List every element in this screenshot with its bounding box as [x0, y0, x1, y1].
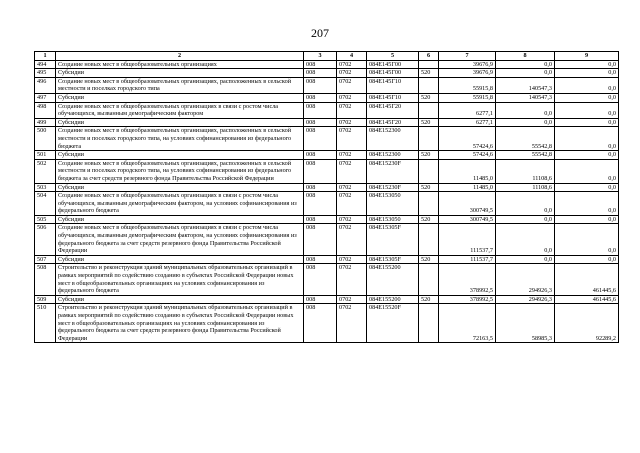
col-6: [419, 159, 439, 183]
col-9: 0,0: [555, 77, 619, 93]
col-3: 008: [304, 295, 337, 304]
col-8: 0,0: [496, 215, 555, 224]
col-9: 0,0: [555, 102, 619, 118]
col-3: 008: [304, 304, 337, 343]
col-7: 111537,7: [439, 255, 496, 264]
col-5: 084E145Г10: [367, 93, 419, 102]
col-4: 0702: [337, 264, 367, 295]
row-number: 494: [35, 60, 56, 69]
col-9: 0,0: [555, 255, 619, 264]
col-4: 0702: [337, 192, 367, 216]
col-6: 520: [419, 215, 439, 224]
header-cell: 3: [304, 52, 337, 61]
header-cell: 7: [439, 52, 496, 61]
row-name: Строительство и реконструкция зданий муниципальных образовательных организаций в рамках мероприятий по содействию созданию в субъектах Российской Федерации новых мест в общеобразовательных организациях на условиях софинансирования из федерального бюджета: [56, 264, 304, 295]
col-8: 55542,8: [496, 127, 555, 151]
col-7: 55915,8: [439, 93, 496, 102]
header-cell: 1: [35, 52, 56, 61]
col-4: 0702: [337, 215, 367, 224]
col-8: 0,0: [496, 102, 555, 118]
col-3: 008: [304, 102, 337, 118]
col-8: 58985,3: [496, 304, 555, 343]
col-4: 0702: [337, 69, 367, 78]
table-row: [35, 60, 619, 69]
table-row: [35, 264, 619, 295]
col-8: 0,0: [496, 192, 555, 216]
table-row: [35, 255, 619, 264]
col-4: 0702: [337, 224, 367, 255]
row-name: Создание новых мест в общеобразовательных организациях, расположенных в сельской местности и поселках городского типа, на условиях софинансирования из федерального бюджета: [56, 127, 304, 151]
table-row: [35, 77, 619, 93]
col-6: [419, 127, 439, 151]
col-3: 008: [304, 60, 337, 69]
row-number: 497: [35, 93, 56, 102]
header-cell: 4: [337, 52, 367, 61]
col-9: 0,0: [555, 118, 619, 127]
col-7: 57424,6: [439, 151, 496, 160]
col-6: [419, 102, 439, 118]
col-4: 0702: [337, 60, 367, 69]
col-6: 520: [419, 118, 439, 127]
col-3: 008: [304, 118, 337, 127]
header-cell: 6: [419, 52, 439, 61]
header-cell: 5: [367, 52, 419, 61]
col-6: [419, 192, 439, 216]
page-number: 207: [311, 26, 329, 40]
row-number: 503: [35, 183, 56, 192]
col-6: [419, 60, 439, 69]
col-4: 0702: [337, 127, 367, 151]
col-3: 008: [304, 183, 337, 192]
col-4: 0702: [337, 304, 367, 343]
col-5: 084E145Г20: [367, 118, 419, 127]
header-cell: 2: [56, 52, 304, 61]
col-7: 378992,5: [439, 264, 496, 295]
row-number: 498: [35, 102, 56, 118]
row-name: Субсидии: [56, 151, 304, 160]
col-9: 0,0: [555, 127, 619, 151]
table-row: [35, 215, 619, 224]
col-4: 0702: [337, 118, 367, 127]
row-number: 505: [35, 215, 56, 224]
col-8: 0,0: [496, 224, 555, 255]
col-8: 0,0: [496, 60, 555, 69]
col-6: [419, 77, 439, 93]
col-3: 008: [304, 255, 337, 264]
row-name: Субсидии: [56, 183, 304, 192]
col-8: 11108,6: [496, 159, 555, 183]
col-6: 520: [419, 69, 439, 78]
col-8: 0,0: [496, 255, 555, 264]
row-name: Субсидии: [56, 255, 304, 264]
col-4: 0702: [337, 183, 367, 192]
col-5: 084E145Г20: [367, 102, 419, 118]
table-row: [35, 224, 619, 255]
row-number: 510: [35, 304, 56, 343]
col-3: 008: [304, 159, 337, 183]
table-row: [35, 159, 619, 183]
col-3: 008: [304, 69, 337, 78]
table-row: [35, 93, 619, 102]
col-5: 084E155200: [367, 264, 419, 295]
col-3: 008: [304, 192, 337, 216]
row-number: 496: [35, 77, 56, 93]
table-row: [35, 183, 619, 192]
col-6: 520: [419, 151, 439, 160]
col-7: 300749,5: [439, 192, 496, 216]
row-number: 495: [35, 69, 56, 78]
row-name: Создание новых мест в общеобразовательных организациях, расположенных в сельской местности и поселках городского типа: [56, 77, 304, 93]
col-5: 084E15230F: [367, 159, 419, 183]
header-row: [35, 52, 619, 61]
col-6: [419, 304, 439, 343]
row-number: 506: [35, 224, 56, 255]
col-3: 008: [304, 77, 337, 93]
col-3: 008: [304, 224, 337, 255]
col-5: 084E15305F: [367, 255, 419, 264]
col-6: 520: [419, 295, 439, 304]
col-9: 0,0: [555, 183, 619, 192]
col-7: 39676,9: [439, 60, 496, 69]
table-row: [35, 295, 619, 304]
col-6: [419, 264, 439, 295]
col-9: 92289,2: [555, 304, 619, 343]
col-4: 0702: [337, 93, 367, 102]
col-7: 378992,5: [439, 295, 496, 304]
col-3: 008: [304, 264, 337, 295]
col-8: 11108,6: [496, 183, 555, 192]
col-7: 111537,7: [439, 224, 496, 255]
col-8: 140547,3: [496, 77, 555, 93]
row-number: 502: [35, 159, 56, 183]
col-4: 0702: [337, 159, 367, 183]
table-row: [35, 151, 619, 160]
col-7: 11485,0: [439, 159, 496, 183]
col-5: 084E152300: [367, 127, 419, 151]
col-9: 0,0: [555, 151, 619, 160]
col-5: 084E152300: [367, 151, 419, 160]
row-name: Создание новых мест в общеобразовательных организациях, расположенных в сельской местности и поселках городского типа, на условиях софинансирования из федерального бюджета за счет средств резервного фонда Правительства Российской Федерации: [56, 159, 304, 183]
col-5: 084E145Г00: [367, 69, 419, 78]
row-number: 499: [35, 118, 56, 127]
table-row: [35, 304, 619, 343]
col-3: 008: [304, 127, 337, 151]
col-9: 0,0: [555, 192, 619, 216]
col-3: 008: [304, 215, 337, 224]
col-7: 57424,6: [439, 127, 496, 151]
col-9: 461445,6: [555, 264, 619, 295]
col-5: 084E153050: [367, 192, 419, 216]
budget-table: [34, 51, 619, 343]
col-4: 0702: [337, 102, 367, 118]
col-7: 300749,5: [439, 215, 496, 224]
col-4: 0702: [337, 255, 367, 264]
col-6: 520: [419, 183, 439, 192]
row-name: Создание новых мест в общеобразовательных организациях в связи с ростом числа обучающихся, вызванным демографическим фактором, на условиях софинансирования из федерального бюджета: [56, 192, 304, 216]
col-6: [419, 224, 439, 255]
row-name: Субсидии: [56, 93, 304, 102]
col-7: 11485,0: [439, 183, 496, 192]
col-4: 0702: [337, 151, 367, 160]
col-5: 084E155200: [367, 295, 419, 304]
col-3: 008: [304, 151, 337, 160]
table-row: [35, 118, 619, 127]
col-7: 6277,1: [439, 118, 496, 127]
table-row: [35, 127, 619, 151]
col-9: 0,0: [555, 93, 619, 102]
row-number: 500: [35, 127, 56, 151]
row-name: Субсидии: [56, 118, 304, 127]
col-5: 084E15230F: [367, 183, 419, 192]
col-9: 0,0: [555, 215, 619, 224]
col-7: 6277,1: [439, 102, 496, 118]
header-cell: 9: [555, 52, 619, 61]
col-9: 0,0: [555, 159, 619, 183]
header-cell: 8: [496, 52, 555, 61]
col-7: 55915,8: [439, 77, 496, 93]
col-5: 084E15520F: [367, 304, 419, 343]
row-number: 508: [35, 264, 56, 295]
col-8: 294926,3: [496, 295, 555, 304]
row-name: Создание новых мест в общеобразовательных организациях в связи с ростом числа обучающихся, вызванным демографическим фактором, на условиях софинансирования из федерального бюджета за счет средств резервного фонда Правительства Российской Федерации: [56, 224, 304, 255]
row-name: Создание новых мест в общеобразовательных организациях в связи с ростом числа обучающихся, вызванным демографическим фактором: [56, 102, 304, 118]
table-row: [35, 102, 619, 118]
row-number: 501: [35, 151, 56, 160]
row-number: 507: [35, 255, 56, 264]
col-8: 0,0: [496, 118, 555, 127]
table-row: [35, 69, 619, 78]
col-5: 084E145Г10: [367, 77, 419, 93]
row-name: Строительство и реконструкция зданий муниципальных образовательных организаций в рамках мероприятий по содействию созданию в субъектах Российской Федерации новых мест в общеобразовательных организациях на условиях софинансирования из федерального бюджета за счет средств резервного фонда Правительства Российской Федерации: [56, 304, 304, 343]
row-number: 504: [35, 192, 56, 216]
col-4: 0702: [337, 295, 367, 304]
col-9: 461445,6: [555, 295, 619, 304]
col-8: 294926,3: [496, 264, 555, 295]
col-5: 084E15305F: [367, 224, 419, 255]
col-9: 0,0: [555, 69, 619, 78]
col-8: 0,0: [496, 69, 555, 78]
col-4: 0702: [337, 77, 367, 93]
col-5: 084E153050: [367, 215, 419, 224]
col-5: 084E145Г00: [367, 60, 419, 69]
col-7: 39676,9: [439, 69, 496, 78]
table-row: [35, 192, 619, 216]
col-9: 0,0: [555, 60, 619, 69]
col-9: 0,0: [555, 224, 619, 255]
col-3: 008: [304, 93, 337, 102]
row-name: Субсидии: [56, 295, 304, 304]
col-6: 520: [419, 93, 439, 102]
col-6: 520: [419, 255, 439, 264]
row-name: Субсидии: [56, 215, 304, 224]
row-number: 509: [35, 295, 56, 304]
col-7: 72163,5: [439, 304, 496, 343]
col-8: 140547,3: [496, 93, 555, 102]
row-name: Создание новых мест в общеобразовательных организациях: [56, 60, 304, 69]
row-name: Субсидии: [56, 69, 304, 78]
col-8: 55542,8: [496, 151, 555, 160]
